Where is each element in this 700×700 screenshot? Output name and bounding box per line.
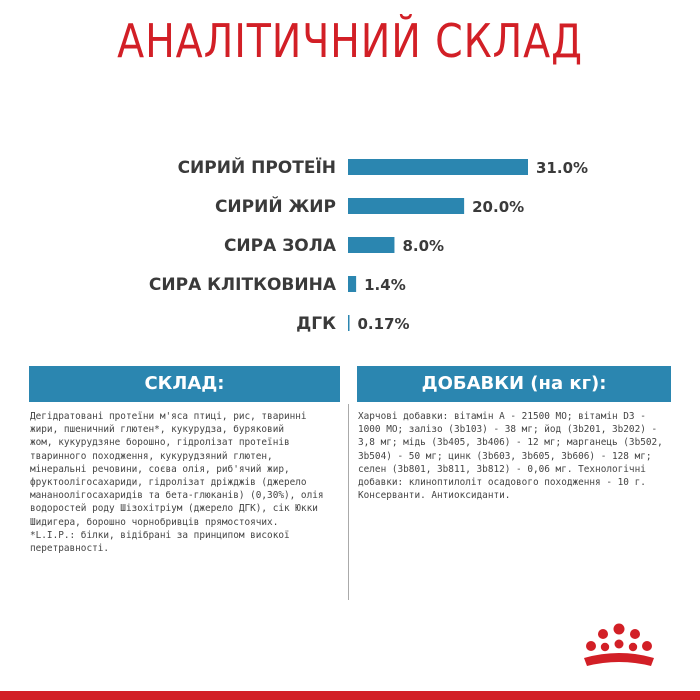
value-label: 20.0% <box>472 198 525 216</box>
category-label: СИРА КЛІТКОВИНА <box>148 275 336 295</box>
column-divider <box>348 404 349 600</box>
category-label: СИРИЙ ЖИР <box>214 197 336 217</box>
bar <box>348 198 464 214</box>
category-label: СИРА ЗОЛА <box>223 236 336 256</box>
brand-bottom-bar <box>0 691 700 700</box>
bar <box>348 315 350 331</box>
value-label: 1.4% <box>364 276 406 294</box>
nutrient-bar-chart <box>0 0 700 345</box>
composition-header: СКЛАД: <box>29 366 340 402</box>
bar <box>348 159 528 175</box>
crown-icon <box>576 620 662 676</box>
bar <box>348 276 356 292</box>
composition-text: Дегідратовані протеїни м'яса птиці, рис, тваринні жири, пшеничний глютен*, кукурудза, буряковий жом, кукурудзяне борошно, гідролізат протеїнів тваринного походження, кукурудзяний глютен, мінеральні речовини, соєва олія, риб'ячий жир, фруктоолігосахариди, гідролізат дріжджів (джерело мананоолігосахаридів та бета-глюканів) (0,30%), олія водоростей роду Шізохітріум (джерело ДГК), сік Юкки Шидигера, борошно чорнобривців прямостоячих. *L.I.P.: білки, відібрані за принципом високої перетравності. <box>30 411 324 555</box>
additives-header: ДОБАВКИ (на кг): <box>357 366 671 402</box>
additives-text: Харчові добавки: вітамін А - 21500 МО; вітамін D3 - 1000 МО; залізо (3b103) - 38 мг; йод (3b201, 3b202) - 3,8 мг; мідь (3b405, 3b406) - 12 мг; марганець (3b502, 3b504) - 50 мг; цинк (3b603, 3b605, 3b606) - 128 мг; селен (3b801, 3b811, 3b812) - 0,06 мг. Технологічні добавки: клиноптилоліт осадового походження - 10 г. Консерванти. Антиоксиданти. <box>358 411 663 502</box>
value-label: 8.0% <box>402 237 445 255</box>
value-label: 31.0% <box>536 159 589 177</box>
page-title: АНАЛІТИЧНИЙ СКЛАД <box>117 14 583 68</box>
category-label: СИРИЙ ПРОТЕЇН <box>177 158 336 178</box>
category-label: ДГК <box>296 314 336 334</box>
value-label: 0.17% <box>357 315 410 333</box>
bar <box>348 237 394 253</box>
